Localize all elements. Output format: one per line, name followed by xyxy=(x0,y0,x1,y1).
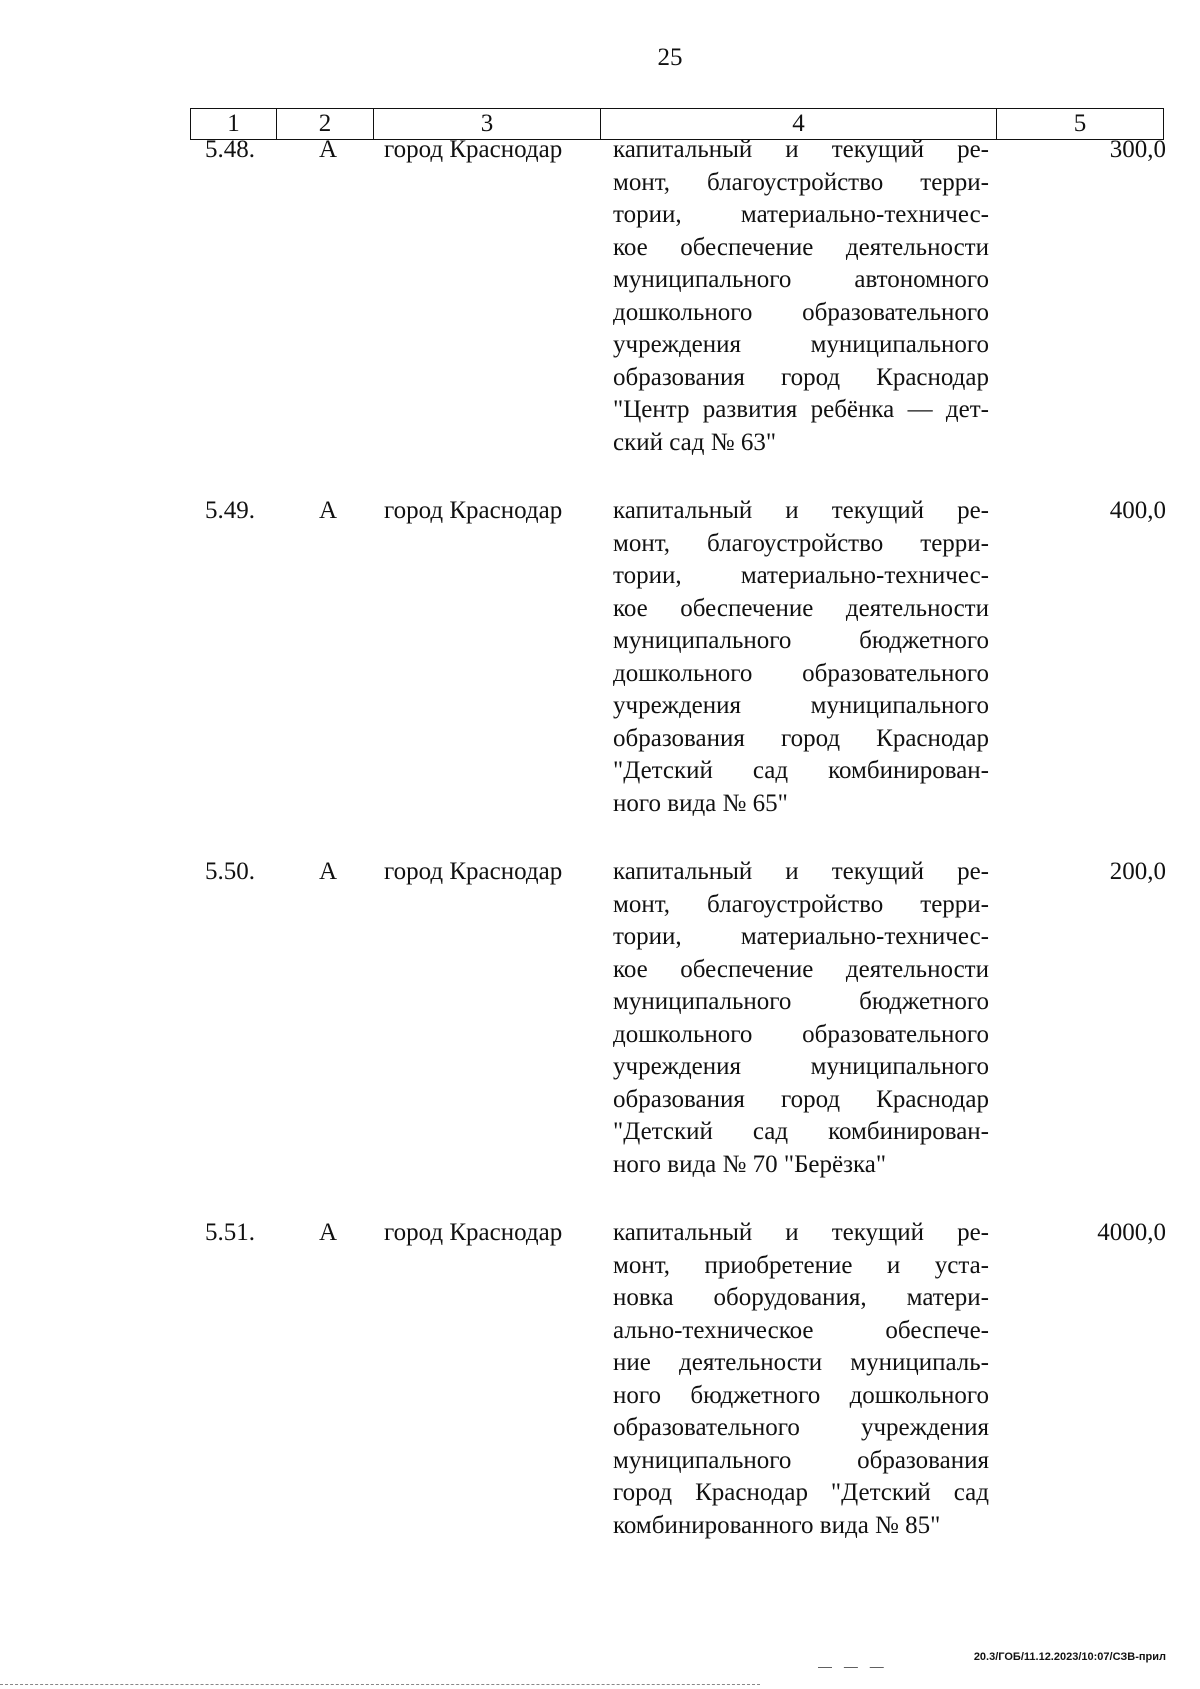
row-category: А xyxy=(319,1219,338,1246)
row-number: 5.49. xyxy=(205,497,255,524)
row-description xyxy=(613,134,989,459)
description-line: тории, материально-техничес- xyxy=(613,562,989,589)
description-line: капитальный и текущий ре- xyxy=(613,1219,989,1246)
description-line: кое обеспечение деятельности xyxy=(613,233,989,261)
row-city: город Краснодар xyxy=(384,497,563,524)
description-line: ного вида № 70 "Берёзка" xyxy=(613,1150,887,1178)
description-line: образования город Краснодар xyxy=(613,363,989,391)
description-line: ский сад № 63" xyxy=(613,428,777,456)
row-amount: 300,0 xyxy=(1109,136,1166,163)
row-description xyxy=(613,495,989,820)
description-line: ного вида № 65" xyxy=(613,789,788,817)
row-description xyxy=(613,1217,989,1542)
description-line: муниципального бюджетного xyxy=(613,627,989,654)
row-amount: 200,0 xyxy=(1109,858,1166,885)
description-line: образования город Краснодар xyxy=(613,1085,989,1113)
row-category: А xyxy=(319,858,338,885)
row-number: 5.51. xyxy=(205,1219,255,1246)
description-line: новка оборудования, матери- xyxy=(613,1284,989,1311)
header-col-1: 1 xyxy=(191,109,277,139)
description-line: монт, благоустройство терри- xyxy=(613,529,989,557)
document-code: 20.3/ГОБ/11.12.2023/10:07/СЗВ-прил xyxy=(973,1651,1166,1663)
footer-dashes: — — — xyxy=(818,1658,888,1674)
description-line: тории, материально-техничес- xyxy=(613,923,989,950)
row-city: город Краснодар xyxy=(384,1219,563,1246)
row-city: город Краснодар xyxy=(384,858,563,885)
description-line: муниципального бюджетного xyxy=(613,988,989,1015)
row-amount: 4000,0 xyxy=(1097,1219,1166,1246)
row-category: А xyxy=(319,497,338,524)
description-line: ного бюджетного дошкольного xyxy=(613,1381,989,1409)
description-line: город Краснодар "Детский сад xyxy=(613,1479,989,1506)
row-description xyxy=(613,856,989,1181)
description-line: капитальный и текущий ре- xyxy=(613,136,989,163)
description-line: монт, благоустройство терри- xyxy=(613,890,989,918)
description-line: капитальный и текущий ре- xyxy=(613,858,989,885)
description-line: образовательного учреждения xyxy=(613,1414,989,1441)
page-number: 25 xyxy=(657,44,683,71)
header-col-4: 4 xyxy=(601,109,997,139)
row-number: 5.48. xyxy=(205,136,255,163)
description-line: учреждения муниципального xyxy=(613,692,989,719)
row-category: А xyxy=(319,136,338,163)
row-number: 5.50. xyxy=(205,858,255,885)
description-line: тории, материально-техничес- xyxy=(613,201,989,228)
description-line: кое обеспечение деятельности xyxy=(613,955,989,983)
row-city: город Краснодар xyxy=(384,136,563,163)
description-line: "Центр развития ребёнка — дет- xyxy=(613,396,989,423)
description-line: муниципального автономного xyxy=(613,266,989,293)
description-line: ние деятельности муниципаль- xyxy=(613,1349,989,1376)
description-line: "Детский сад комбинирован- xyxy=(613,1118,989,1145)
description-line: кое обеспечение деятельности xyxy=(613,594,989,622)
header-col-2: 2 xyxy=(277,109,374,139)
description-line: монт, приобретение и уста- xyxy=(613,1251,989,1279)
description-line: дошкольного образовательного xyxy=(613,659,989,687)
description-line: дошкольного образовательного xyxy=(613,298,989,326)
row-amount: 400,0 xyxy=(1109,497,1166,524)
scan-edge-divider xyxy=(0,1684,760,1685)
description-line: муниципального образования xyxy=(613,1446,989,1474)
description-line: учреждения муниципального xyxy=(613,331,989,358)
header-col-5: 5 xyxy=(1073,110,1087,137)
header-col-3: 3 xyxy=(374,109,601,139)
description-line: капитальный и текущий ре- xyxy=(613,497,989,524)
description-line: образования город Краснодар xyxy=(613,724,989,752)
description-line: ально-техническое обеспече- xyxy=(613,1316,989,1344)
description-line: "Детский сад комбинирован- xyxy=(613,757,989,784)
description-line: дошкольного образовательного xyxy=(613,1020,989,1048)
description-line: учреждения муниципального xyxy=(613,1053,989,1080)
description-line: монт, благоустройство терри- xyxy=(613,168,989,196)
description-line: комбинированного вида № 85" xyxy=(613,1511,941,1539)
